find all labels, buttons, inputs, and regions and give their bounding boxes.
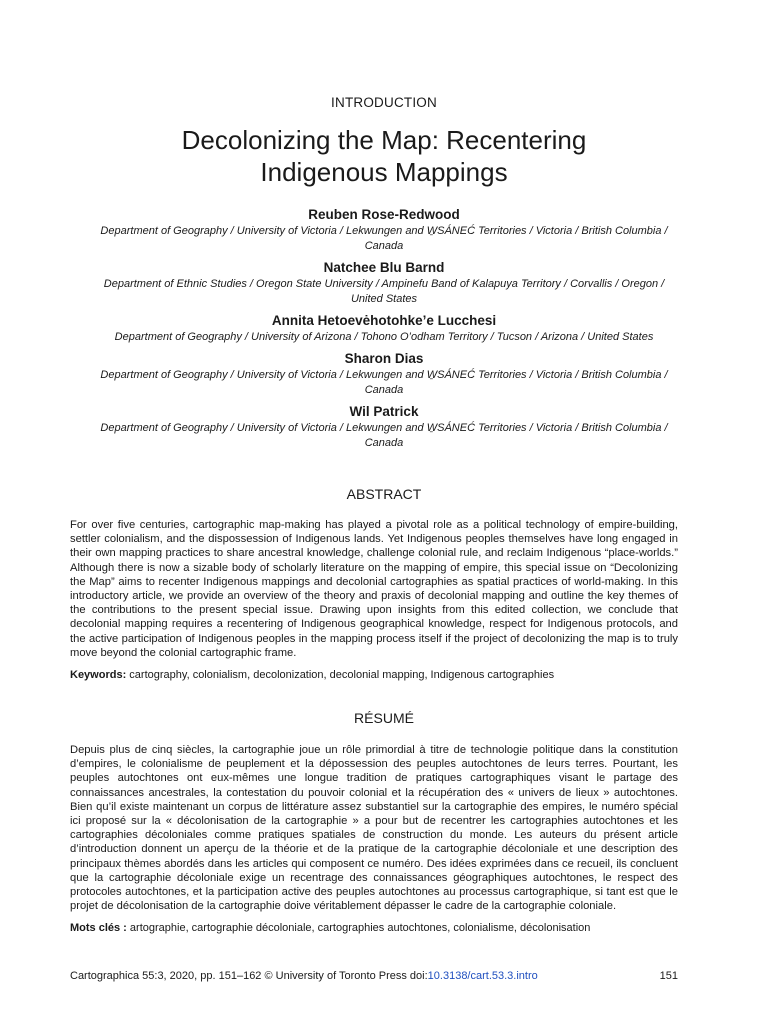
title-line-1: Decolonizing the Map: Recentering	[181, 125, 587, 155]
author-affiliation	[70, 277, 698, 307]
author-affiliation	[70, 224, 698, 254]
author-name: Sharon Dias	[344, 351, 424, 366]
author-name: Wil Patrick	[349, 404, 419, 419]
affiliation-line: United States	[350, 293, 418, 305]
affiliation-line: Department of Geography / University of Victoria / Lekwungen and W̱SÁNEĆ Territories / Victoria / British Columbia /	[100, 422, 668, 434]
article-title	[84, 124, 684, 188]
resume-keywords	[70, 921, 698, 935]
affiliation-line: Department of Geography / University of Victoria / Lekwungen and W̱SÁNEĆ Territories / Victoria / British Columbia /	[100, 369, 668, 381]
author-block	[70, 312, 698, 345]
author-affiliation	[70, 368, 698, 398]
author-affiliation	[70, 330, 698, 345]
resume-heading: RÉSUMÉ	[354, 710, 414, 726]
affiliation-line: Canada	[364, 437, 404, 449]
author-name: Reuben Rose-Redwood	[308, 207, 460, 222]
keywords-label: Mots clés :	[70, 922, 127, 934]
author-block	[70, 350, 698, 398]
section-label: INTRODUCTION	[331, 95, 437, 110]
page-number: 151	[659, 970, 678, 982]
author-name: Annita Hetoevėhotohke’e Lucchesi	[271, 313, 497, 328]
affiliation-line: Canada	[364, 240, 404, 252]
keywords-label: Keywords:	[70, 669, 127, 681]
author-list	[70, 206, 698, 456]
author-name: Natchee Blu Barnd	[323, 260, 445, 275]
affiliation-line: Department of Geography / University of Victoria / Lekwungen and W̱SÁNEĆ Territories / Victoria / British Columbia /	[100, 225, 668, 237]
keywords-list: artographie, cartographie décoloniale, cartographies autochtones, colonialisme, décolonisation	[126, 922, 591, 934]
abstract-text: For over five centuries, cartographic map-making has played a pivotal role as a political technology of empire-building, settler colonialism, and the dispossession of Indigenous lands. Yet Indigenous peoples themselves have long engaged in their own mapping practices to share ancestral knowledge, challenge colonial rule, and reclaim Indigenous “place-worlds.” Although there is now a sizable body of scholarly literature on the mapping of empire, this special issue on “Decolonizing the Map” aims to recenter Indigenous mappings and decolonial cartographies as spatial practices of world-making. In this introductory article, we provide an overview of the theory and praxis of decolonial mapping and outline the key themes of the contributions to the present special issue. Drawing upon insights from this edited collection, we conclude that decolonial mapping requires a recentering of Indigenous geographical knowledge, respect for Indigenous protocols, and the active participation of Indigenous peoples in the mapping process itself if the project of decolonizing the map is to truly move beyond the colonial cartographic frame.	[70, 519, 678, 659]
title-line-2: Indigenous Mappings	[260, 157, 508, 187]
page-footer	[70, 969, 678, 983]
resume-text: Depuis plus de cinq siècles, la cartographie joue un rôle primordial à titre de technologie politique dans la constitution d’empires, le colonialisme de peuplement et la dépossession des peuples autochtones de leurs terres. Pourtant, les peuples autochtones ont eux-mêmes une longue tradition de pratiques cartographiques visant le partage des connaissances ancestrales, la contestation du pouvoir colonial et la récupération des « univers de lieux » autochtones. Bien qu’il existe maintenant un corpus de littérature assez substantiel sur la cartographie des empires, le numéro spécial ici proposé sur la « décolonisation de la cartographie » a pour but de recentrer les cartographies autochtones et les cartographies décoloniales comme pratiques spatiales de construction du monde. Les auteurs du présent article d’introduction donnent un aperçu de la théorie et de la pratique de la cartographie décoloniale et une description des principaux thèmes abordés dans les articles qui composent ce numéro. Des idées exprimées dans ce recueil, ils concluent que la cartographie décoloniale exige un recentrage des connaissances géographiques autochtones, le respect des protocoles autochtones, et la participation active des peuples autochtones au processus cartographique, si tant est que le projet de décolonisation de la cartographie doive véritablement dépasser le cadre de la cartographie coloniale.	[70, 744, 678, 913]
affiliation-line: Department of Geography / University of Arizona / Tohono O’odham Territory / Tucson / Arizona / United States	[114, 331, 654, 343]
doi-link[interactable]: 10.3138/cart.53.3.intro	[427, 970, 538, 982]
author-affiliation	[70, 421, 698, 451]
affiliation-line: Canada	[364, 384, 404, 396]
abstract-keywords	[70, 668, 698, 682]
keywords-list: cartography, colonialism, decolonization, decolonial mapping, Indigenous cartographies	[126, 669, 555, 681]
abstract-heading: ABSTRACT	[346, 486, 422, 502]
citation-text: Cartographica 55:3, 2020, pp. 151–162 © University of Toronto Press doi:	[70, 970, 428, 982]
author-block	[70, 403, 698, 451]
affiliation-line: Department of Ethnic Studies / Oregon State University / Ampinefu Band of Kalapuya Territory / Corvallis / Oregon /	[103, 278, 665, 290]
author-block	[70, 259, 698, 307]
author-block	[70, 206, 698, 254]
